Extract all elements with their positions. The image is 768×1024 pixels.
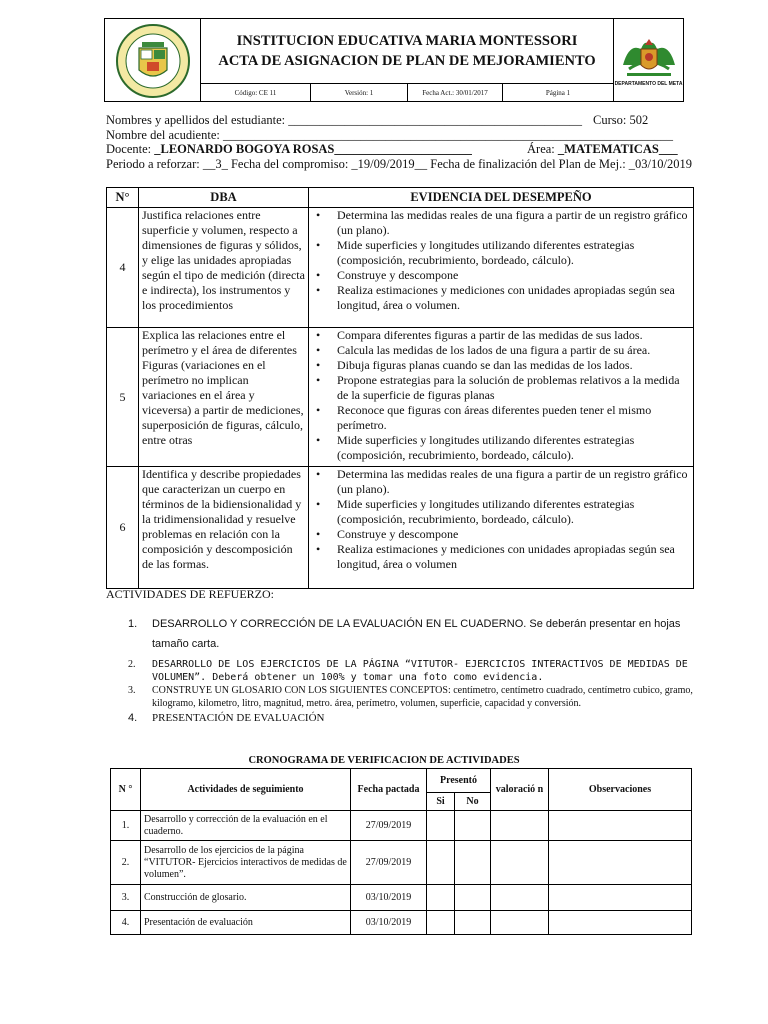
col-n: N ° <box>111 769 141 811</box>
school-logo <box>105 19 201 102</box>
evidence-cell <box>309 328 694 467</box>
cell-si[interactable] <box>427 885 455 911</box>
area-label: Área: <box>527 142 555 156</box>
activities-list <box>128 614 698 725</box>
col-evidencia: EVIDENCIA DEL DESEMPEÑO <box>309 188 694 208</box>
fecha-act: Fecha Act.: 30/01/2017 <box>408 84 503 102</box>
col-valoracion: valoració n <box>491 769 549 811</box>
activity-number: 2. <box>128 659 136 670</box>
school-seal-icon <box>114 22 192 100</box>
cell-observaciones[interactable] <box>549 885 692 911</box>
docente-row <box>106 142 692 157</box>
activity-number: 4. <box>128 712 138 724</box>
activity-number: 3. <box>128 685 136 696</box>
evidence-list <box>337 208 689 313</box>
evidence-item: • Calcula las medidas de los lados de una figura a partir de su área. <box>337 343 689 358</box>
activity-item <box>128 684 698 710</box>
activity-text: PRESENTACIÓN DE EVALUACIÓN <box>152 712 325 724</box>
activity-item <box>128 658 698 684</box>
col-n: N° <box>107 188 139 208</box>
col-fecha: Fecha pactada <box>351 769 427 811</box>
col-presento: Presentó <box>427 769 491 793</box>
dba-text: Justifica relaciones entre superficie y volumen, respecto a dimensiones de figuras y sólidos, y elige las unidades apropiadas según el tipo de medición (directa e indirecta), los instrumentos y los procedimientos <box>139 208 309 328</box>
cell-si[interactable] <box>427 811 455 841</box>
dba-row-number: 4 <box>107 208 139 328</box>
evidence-item: • Mide superficies y longitudes utilizando diferentes estrategias (composición, recubrimiento, bordeado, cálculo). <box>337 497 689 527</box>
compromiso-value: _19/09/2019__ <box>351 156 428 171</box>
cell-si[interactable] <box>427 841 455 885</box>
nombres-row <box>106 113 692 128</box>
periodo-value: __3_ <box>202 156 228 171</box>
cell-valoracion[interactable] <box>491 885 549 911</box>
dba-row-number: 5 <box>107 328 139 467</box>
evidence-item: • Realiza estimaciones y mediciones con unidades apropiadas según sea longitud, área o volumen <box>337 542 689 572</box>
col-si: Si <box>427 793 455 811</box>
activity-number: 1. <box>128 618 138 630</box>
col-observaciones: Observaciones <box>549 769 692 811</box>
dba-row <box>107 467 694 589</box>
cell-actividad: Presentación de evaluación <box>141 911 351 935</box>
cell-n: 2. <box>111 841 141 885</box>
acudiente-row <box>106 128 692 143</box>
dba-text: Identifica y describe propiedades que caracterizan un cuerpo en términos de la bidiensionalidad y la tridimensionalidad y resuelve problemas en relación con la composición y descomposición de las formas. <box>139 467 309 589</box>
cell-no[interactable] <box>455 885 491 911</box>
finalizacion-value: _03/10/2019 <box>628 156 692 171</box>
department-coat-of-arms-icon <box>619 35 679 79</box>
docente-value: _LEONARDO BOGOYA ROSAS______________________ <box>154 142 472 156</box>
docente-label: Docente: <box>106 142 152 156</box>
cell-no[interactable] <box>455 911 491 935</box>
dba-table <box>106 187 694 589</box>
evidence-item: • Mide superficies y longitudes utilizando diferentes estrategias (composición, recubrimiento, bordeado, cálculo). <box>337 433 689 463</box>
document-title: ACTA DE ASIGNACION DE PLAN DE MEJORAMIENTO <box>218 53 596 69</box>
cell-actividad: Desarrollo y corrección de la evaluación en el cuaderno. <box>141 811 351 841</box>
codigo: Código: CE 11 <box>201 84 311 102</box>
evidence-item: • Dibuja figuras planas cuando se dan las medidas de los lados. <box>337 358 689 373</box>
curso-label: Curso: <box>593 113 627 127</box>
col-actividades: Actividades de seguimiento <box>141 769 351 811</box>
dba-text: Explica las relaciones entre el perímetro y el área de diferentes Figuras (variaciones en el perímetro no implican variaciones en el área y viceversa) a partir de mediciones, superposición de figuras, cálculo, entre otras <box>139 328 309 467</box>
header-meta <box>201 83 613 102</box>
evidence-item: • Determina las medidas reales de una figura a partir de un registro gráfico (un plano). <box>337 467 689 497</box>
dba-row <box>107 208 694 328</box>
periodo-label: Periodo a reforzar: <box>106 156 200 171</box>
dba-row <box>107 328 694 467</box>
cronograma-table <box>110 768 692 935</box>
activity-text: DESARROLLO DE LOS EJERCICIOS DE LA PÁGINA “VITUTOR- EJERCICIOS INTERACTIVOS DE MEDIDAS DE VOLUMEN”. Deberá obtener un 100% y tomar una foto como evidencia. <box>152 659 688 683</box>
cell-no[interactable] <box>455 841 491 885</box>
activities-title: ACTIVIDADES DE REFUERZO: <box>106 587 274 601</box>
cell-valoracion[interactable] <box>491 911 549 935</box>
evidence-list <box>337 328 689 463</box>
evidence-item: • Propone estrategias para la solución de problemas relativos a la medida de la superficie de figuras planas <box>337 373 689 403</box>
cronograma-row <box>111 841 692 885</box>
cell-fecha: 03/10/2019 <box>351 911 427 935</box>
cell-no[interactable] <box>455 811 491 841</box>
cell-observaciones[interactable] <box>549 911 692 935</box>
periodo-row <box>106 157 692 172</box>
evidence-item: • Construye y descompone <box>337 268 689 283</box>
evidence-item: • Determina las medidas reales de una figura a partir de un registro gráfico (un plano). <box>337 208 689 238</box>
cronograma-row <box>111 911 692 935</box>
evidence-item: • Construye y descompone <box>337 527 689 542</box>
evidence-item: • Reconoce que figuras con áreas diferentes pueden tener el mismo perímetro. <box>337 403 689 433</box>
col-no: No <box>455 793 491 811</box>
dba-header-row <box>107 188 694 208</box>
department-logo <box>613 19 683 102</box>
cell-valoracion[interactable] <box>491 841 549 885</box>
acudiente-field[interactable]: ________________________________________________________________________ <box>222 127 673 142</box>
evidence-item: • Mide superficies y longitudes utilizando diferentes estrategias (composición, recubrimiento, bordeado, cálculo). <box>337 238 689 268</box>
dba-row-number: 6 <box>107 467 139 589</box>
evidence-cell <box>309 208 694 328</box>
acudiente-label: Nombre del acudiente: <box>106 127 220 142</box>
institution-name: INSTITUCION EDUCATIVA MARIA MONTESSORI <box>236 33 578 49</box>
cronograma-header-row <box>111 769 692 793</box>
area-value: _MATEMATICAS___ <box>557 142 678 156</box>
evidence-list <box>337 467 689 572</box>
cronograma-row <box>111 885 692 911</box>
version: Versión: 1 <box>311 84 408 102</box>
cell-si[interactable] <box>427 911 455 935</box>
pagina: Página 1 <box>545 89 571 97</box>
compromiso-label: Fecha del compromiso: <box>230 156 349 171</box>
evidence-item: • Realiza estimaciones y mediciones con unidades apropiadas según sea longitud, área o volumen. <box>337 283 689 313</box>
activity-item <box>128 614 698 654</box>
col-dba: DBA <box>139 188 309 208</box>
cell-actividad: Desarrollo de los ejercicios de la página “VITUTOR- Ejercicios interactivos de medidas de volumen”. <box>141 841 351 885</box>
student-info <box>106 113 692 171</box>
curso-value: 502 <box>629 113 649 127</box>
activity-text: CONSTRUYE UN GLOSARIO CON LOS SIGUIENTES CONCEPTOS: centímetro, centímetro cuadrado, centímetro cubico, gramo, kilogramo, kilometro, litro, magnitud, metro. área, perímetro, volumen, superficie, capacidad y conversión. <box>152 685 693 709</box>
cell-fecha: 27/09/2019 <box>351 841 427 885</box>
document-header <box>104 18 684 102</box>
evidence-item: • Compara diferentes figuras a partir de las medidas de sus lados. <box>337 328 689 343</box>
evidence-cell <box>309 467 694 589</box>
cronograma-row <box>111 811 692 841</box>
cell-valoracion[interactable] <box>491 811 549 841</box>
nombres-field[interactable]: _______________________________________________ <box>288 113 583 127</box>
cell-observaciones[interactable] <box>549 841 692 885</box>
cell-n: 1. <box>111 811 141 841</box>
cell-n: 3. <box>111 885 141 911</box>
nombres-label: Nombres y apellidos del estudiante: <box>106 113 286 127</box>
finalizacion-label: Fecha de finalización del Plan de Mej.: <box>430 156 626 171</box>
activity-text: DESARROLLO Y CORRECCIÓN DE LA EVALUACIÓN EN EL CUADERNO. Se deberán presentar en hojas tamaño carta. <box>152 618 681 650</box>
activity-item <box>128 711 698 725</box>
cell-observaciones[interactable] <box>549 811 692 841</box>
cell-fecha: 27/09/2019 <box>351 811 427 841</box>
cell-n: 4. <box>111 911 141 935</box>
cell-actividad: Construcción de glosario. <box>141 885 351 911</box>
cell-fecha: 03/10/2019 <box>351 885 427 911</box>
cronograma-title: CRONOGRAMA DE VERIFICACION DE ACTIVIDADES <box>248 755 520 766</box>
department-label: DEPARTAMENTO DEL META <box>614 80 683 87</box>
